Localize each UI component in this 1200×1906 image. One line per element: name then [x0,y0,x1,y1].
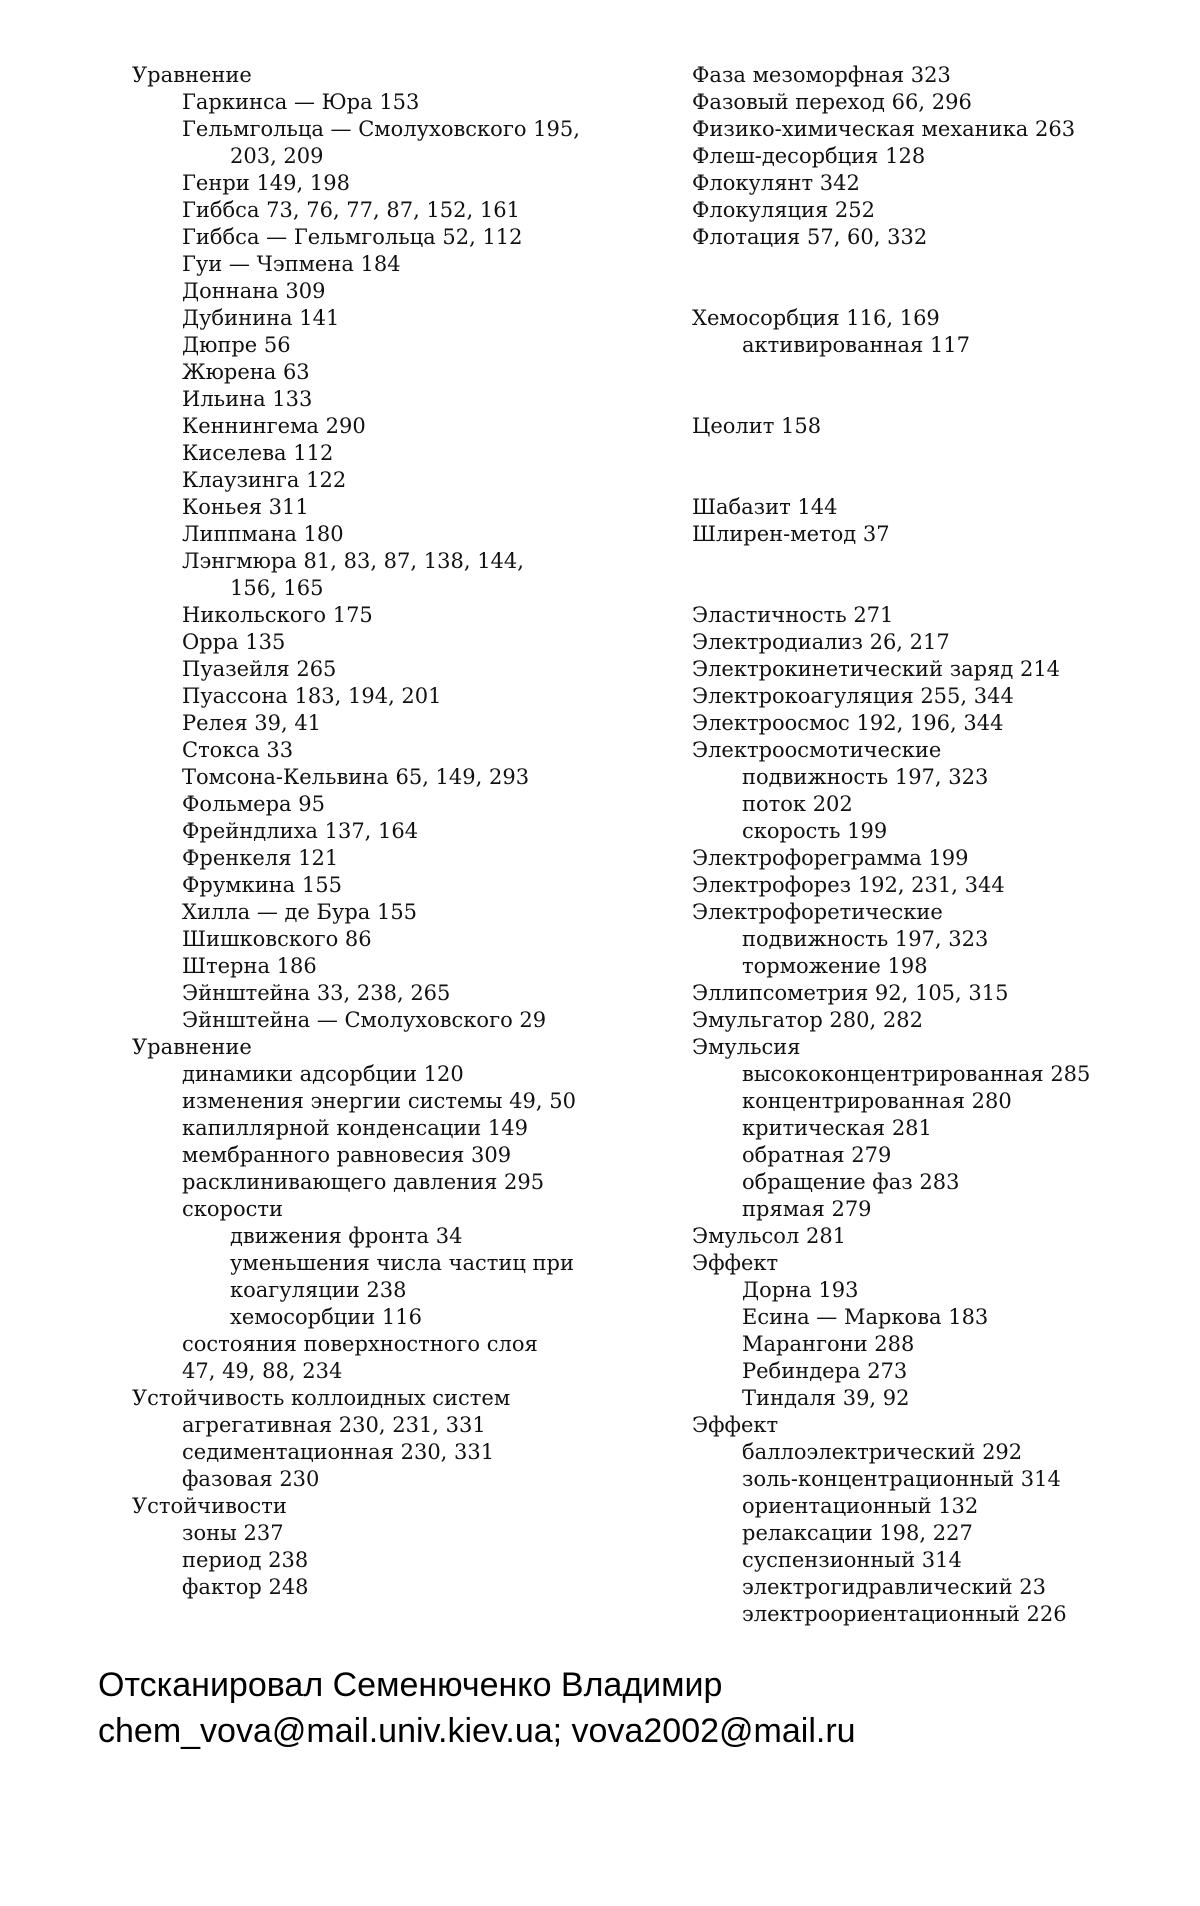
index-entry: Электрокоагуляция 255, 344 [692,684,1014,708]
index-subentry: Липпмана 180 [182,522,344,546]
index-subentry: Дюпре 56 [182,333,291,357]
index-entry: Устойчивость коллоидных систем [132,1386,511,1410]
index-subentry: Фрумкина 155 [182,873,342,897]
index-entry: Флокулянт 342 [692,171,860,195]
index-subentry: высококонцентрированная 285 [742,1062,1091,1086]
index-subentry: Штерна 186 [182,954,317,978]
index-entry: Электроосмос 192, 196, 344 [692,711,1004,735]
index-entry: Электрофореграмма 199 [692,846,969,870]
index-subentry: Генри 149, 198 [182,171,350,195]
index-entry: Хемосорбция 116, 169 [692,306,940,330]
index-subentry: период 238 [182,1548,309,1572]
index-subentry: золь-концентрационный 314 [742,1467,1061,1491]
index-subentry: прямая 279 [742,1197,872,1221]
index-entry: Шабазит 144 [692,495,838,519]
index-entry: Эластичность 271 [692,603,894,627]
index-subentry: Доннана 309 [182,279,326,303]
index-spacer [692,440,1192,494]
index-subentry: динамики адсорбции 120 [182,1062,464,1086]
index-subentry: 156, 165 [230,576,324,600]
index-entry: Уравнение [132,63,252,87]
index-subentry: Марангони 288 [742,1332,915,1356]
index-entry: Эффект [692,1413,779,1437]
index-entry: Электроосмотические [692,738,942,762]
index-entry: Физико-химическая механика 263 [692,117,1076,141]
index-subentry: фазовая 230 [182,1467,320,1491]
index-entry: Уравнение [132,1035,252,1059]
index-subentry: активированная 117 [742,333,971,357]
index-subentry: Орра 135 [182,630,286,654]
index-subentry: подвижность 197, 323 [742,765,989,789]
index-column-left [132,62,642,1601]
index-subentry: суспензионный 314 [742,1548,962,1572]
index-subentry: зоны 237 [182,1521,284,1545]
index-subentry: Гиббса — Гельмгольца 52, 112 [182,225,523,249]
index-subentry: Хилла — де Бура 155 [182,900,418,924]
index-subentry: Гаркинса — Юра 153 [182,90,420,114]
index-subentry: Ребиндера 273 [742,1359,908,1383]
index-subentry: подвижность 197, 323 [742,927,989,951]
index-entry: Фаза мезоморфная 323 [692,63,951,87]
index-subentry: Коньея 311 [182,495,309,519]
index-entry: Электрофорез 192, 231, 344 [692,873,1005,897]
index-subentry: Стокса 33 [182,738,294,762]
index-entry: Фазовый переход 66, 296 [692,90,972,114]
index-subentry: ориентационный 132 [742,1494,979,1518]
index-subentry: Томсона-Кельвина 65, 149, 293 [182,765,530,789]
index-subentry: фактор 248 [182,1575,309,1599]
scan-credit-name: Отсканировал Семенюченко Владимир [98,1666,723,1704]
index-subentry: Гельмгольца — Смолуховского 195, [182,117,580,141]
index-subentry: Френкеля 121 [182,846,339,870]
index-subentry: капиллярной конденсации 149 [182,1116,528,1140]
index-column-right [692,62,1192,1628]
index-subentry: Пуазейля 265 [182,657,337,681]
index-subentry: движения фронта 34 [230,1224,463,1248]
index-subentry: поток 202 [742,792,853,816]
index-subentry: Ильина 133 [182,387,313,411]
index-subentry: релаксации 198, 227 [742,1521,973,1545]
index-entry: Электродиализ 26, 217 [692,630,950,654]
index-entry: Эмульсия [692,1035,801,1059]
index-subentry: Фрейндлиха 137, 164 [182,819,419,843]
index-subentry: 203, 209 [230,144,324,168]
index-subentry: Киселева 112 [182,441,334,465]
index-subentry: Шишковского 86 [182,927,372,951]
index-subentry: Никольского 175 [182,603,373,627]
index-subentry: расклинивающего давления 295 [182,1170,545,1194]
index-entry: Цеолит 158 [692,414,822,438]
index-subentry: уменьшения числа частиц при [230,1251,574,1275]
index-subentry: изменения энергии системы 49, 50 [182,1089,576,1113]
scan-credit-emails: chem_vova@mail.univ.kiev.ua; vova2002@mail.ru [98,1712,856,1750]
index-spacer [692,359,1192,413]
index-subentry: агрегативная 230, 231, 331 [182,1413,486,1437]
index-spacer [692,251,1192,305]
scan-credit [98,1662,856,1754]
index-subentry: обращение фаз 283 [742,1170,960,1194]
index-subentry: 47, 49, 88, 234 [182,1359,343,1383]
index-subentry: Жюрена 63 [182,360,310,384]
index-entry: Эмульсол 281 [692,1224,847,1248]
index-subentry: Фольмера 95 [182,792,325,816]
index-entry: Электрофоретические [692,900,943,924]
index-subentry: Кеннингема 290 [182,414,366,438]
index-subentry: Пуассона 183, 194, 201 [182,684,442,708]
index-entry: Флеш-десорбция 128 [692,144,926,168]
index-subentry: Есина — Маркова 183 [742,1305,989,1329]
index-subentry: мембранного равновесия 309 [182,1143,512,1167]
index-subentry: Эйнштейна — Смолуховского 29 [182,1008,547,1032]
index-subentry: хемосорбции 116 [230,1305,422,1329]
index-entry: Эмульгатор 280, 282 [692,1008,923,1032]
index-subentry: торможение 198 [742,954,928,978]
index-subentry: состояния поверхностного слоя [182,1332,538,1356]
index-subentry: обратная 279 [742,1143,892,1167]
index-subentry: Дубинина 141 [182,306,340,330]
index-subentry: Тиндаля 39, 92 [742,1386,910,1410]
index-entry: Электрокинетический заряд 214 [692,657,1061,681]
index-subentry: критическая 281 [742,1116,932,1140]
index-subentry: Эйнштейна 33, 238, 265 [182,981,451,1005]
index-entry: Эффект [692,1251,779,1275]
index-subentry: электроориентационный 226 [742,1602,1067,1626]
index-subentry: Гиббса 73, 76, 77, 87, 152, 161 [182,198,520,222]
index-subentry: скорость 199 [742,819,888,843]
index-entry: Флотация 57, 60, 332 [692,225,928,249]
index-subentry: седиментационная 230, 331 [182,1440,495,1464]
index-subentry: Дорна 193 [742,1278,859,1302]
index-subentry: Релея 39, 41 [182,711,322,735]
index-subentry: Лэнгмюра 81, 83, 87, 138, 144, [182,549,524,573]
index-entry: Шлирен-метод 37 [692,522,890,546]
index-entry: Эллипсометрия 92, 105, 315 [692,981,1009,1005]
index-subentry: скорости [182,1197,283,1221]
index-entry: Устойчивости [132,1494,287,1518]
index-subentry: Гуи — Чэпмена 184 [182,252,401,276]
index-spacer [692,548,1192,602]
index-subentry: Клаузинга 122 [182,468,347,492]
index-subentry: электрогидравлический 23 [742,1575,1046,1599]
index-subentry: концентрированная 280 [742,1089,1012,1113]
index-subentry: коагуляции 238 [230,1278,407,1302]
index-subentry: баллоэлектрический 292 [742,1440,1023,1464]
index-entry: Флокуляция 252 [692,198,875,222]
